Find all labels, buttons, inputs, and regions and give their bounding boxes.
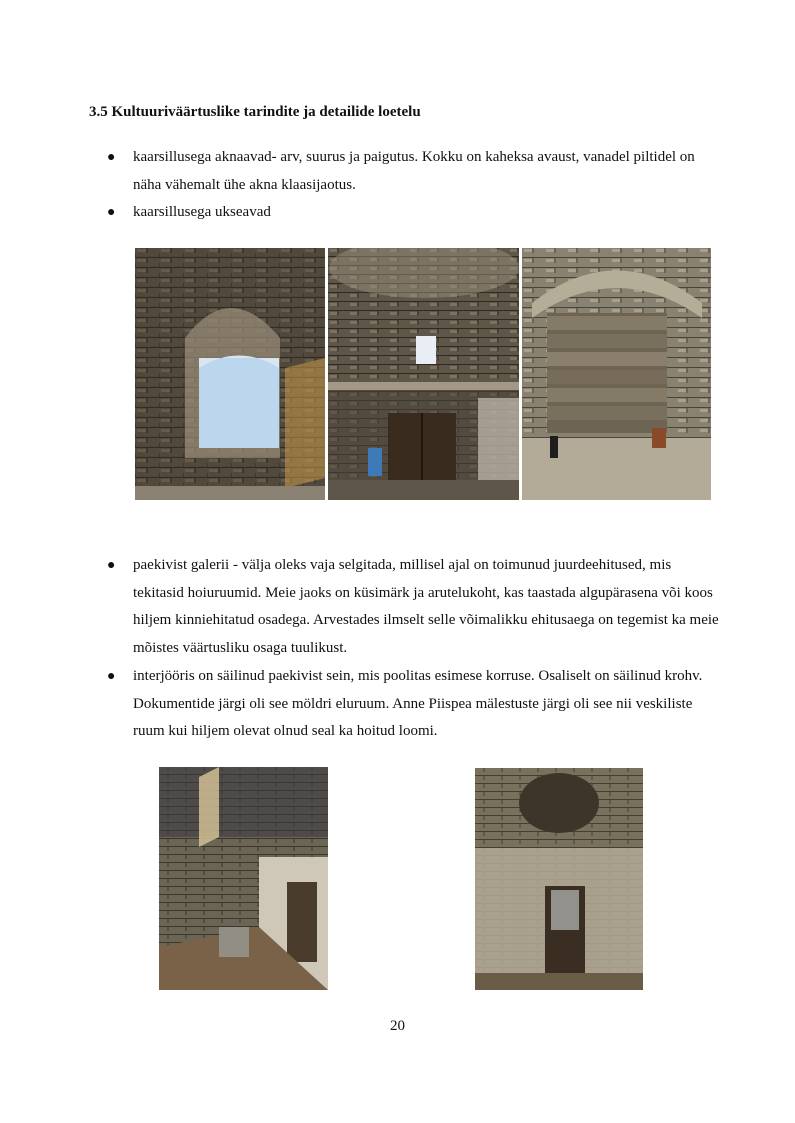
list-item-text: kaarsillusega aknaavad- arv, suurus ja paigutus. Kokku on kaheksa avaust, vanadel piltidel on näha vähemalt ühe akna klaasijaotus.: [133, 149, 695, 193]
bullet-icon: ●: [107, 150, 116, 165]
section-heading: 3.5 Kultuuriväärtuslike tarindite ja detailide loetelu: [89, 104, 421, 120]
bullet-icon: ●: [107, 558, 116, 573]
list-item: [107, 552, 723, 662]
list-item: [107, 199, 723, 227]
photo-partition-wall: [159, 767, 328, 990]
list-item-text: paekivist galerii - välja oleks vaja selgitada, millisel ajal on toimunud juurdeehitused, mis tekitasid hoiuruumid. Meie jaoks on küsimärk ja arutelukoht, kas taastada algupärasena või koos hiljem kinniehitatud osadega. Arvestades ilmselt selle võimalikku ehitusaega on tegemist ka meie mõistes väärtusliku osaga tuulikust.: [133, 557, 719, 656]
photo-arched-window: [135, 248, 325, 500]
list-item-text: kaarsillusega ukseavad: [133, 204, 271, 220]
list-item: [107, 663, 723, 746]
photo-doorway-partition: [475, 768, 643, 990]
page-number: 20: [390, 1018, 405, 1034]
photo-boarded-opening: [522, 248, 711, 500]
photo-interior-door: [328, 248, 519, 500]
bullet-icon: ●: [107, 669, 116, 684]
list-item-text: interjööris on säilinud paekivist sein, mis poolitas esimese korruse. Osaliselt on säilinud krohv. Dokumentide järgi oli see möldri eluruum. Anne Piispea mälestuste järgi oli see nii veskiliste ruum kui hiljem olevat olnud seal ka hoitud loomi.: [133, 668, 703, 740]
list-item: [107, 144, 723, 199]
bullet-icon: ●: [107, 205, 116, 220]
